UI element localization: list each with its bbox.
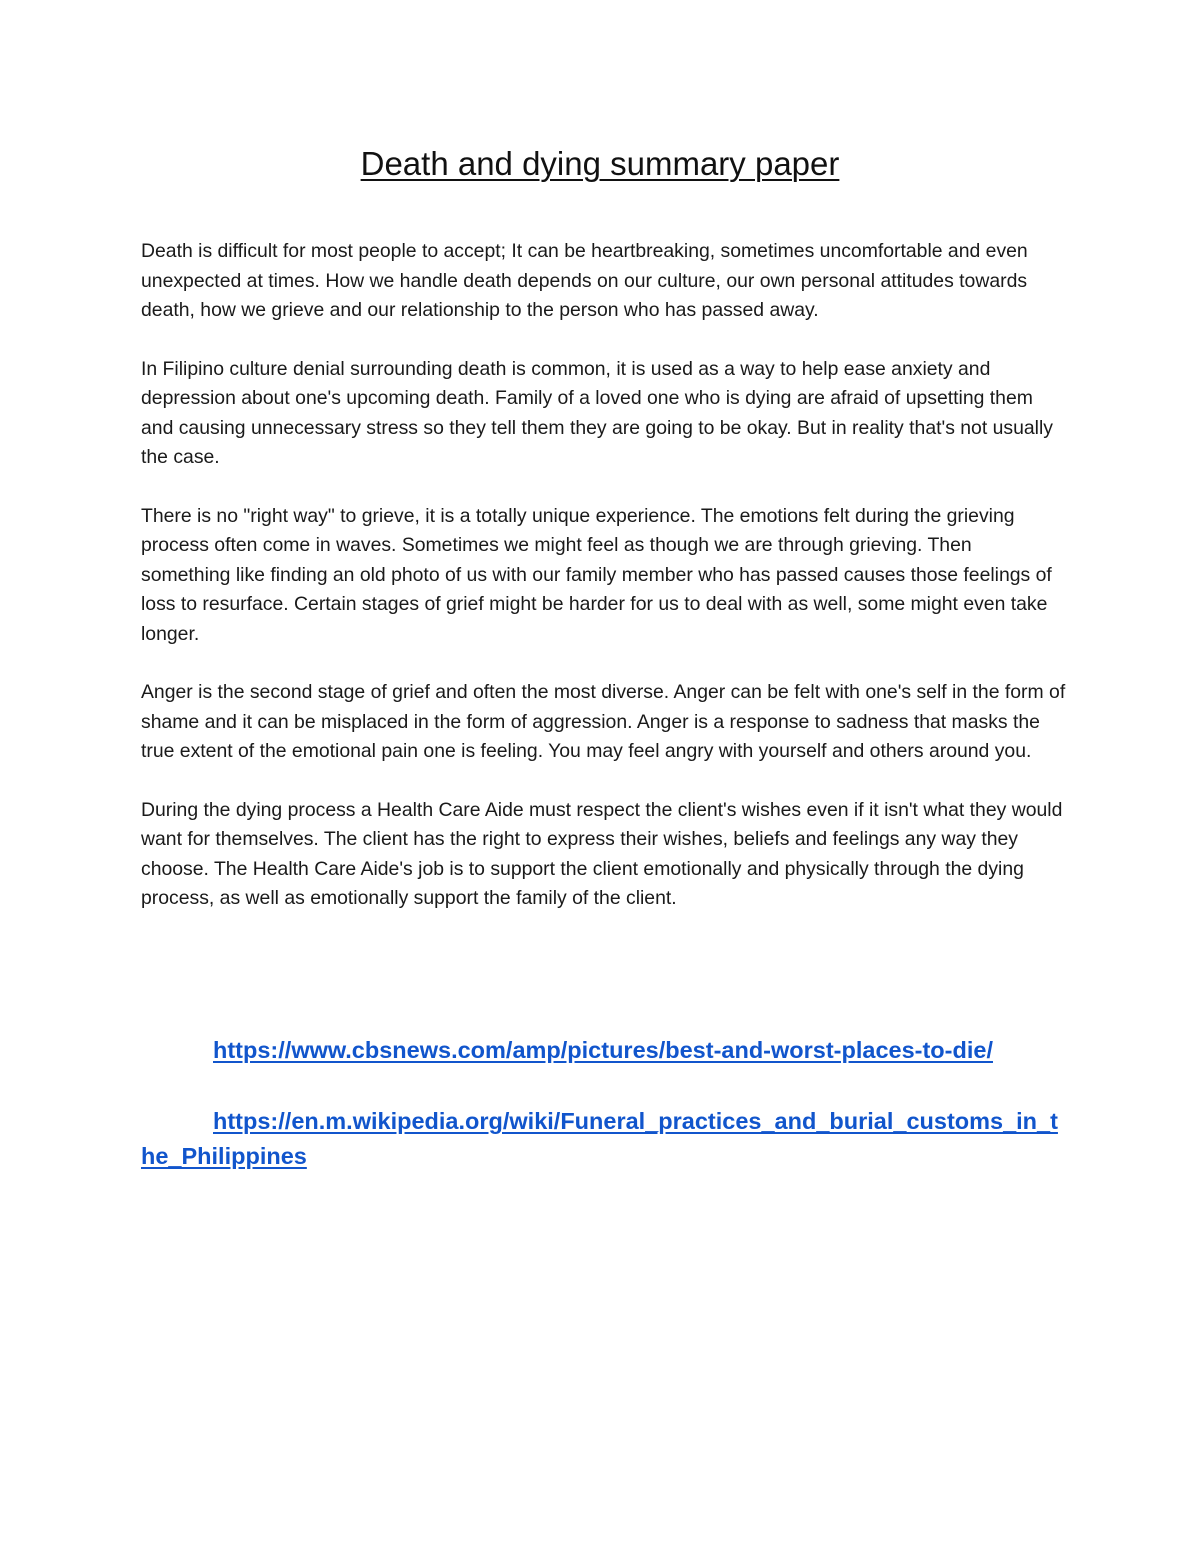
paragraph-anger: Anger is the second stage of grief and often the most diverse. Anger can be felt with one's self in the form of shame and it can be misplaced in the form of aggression. Anger is a response to sadness that masks the true extent of the emotional pain one is feeling. You may feel angry with yourself and others around you. bbox=[141, 681, 1066, 762]
link-cbsnews[interactable]: https://www.cbsnews.com/amp/pictures/best-and-worst-places-to-die/ bbox=[213, 1037, 993, 1063]
paragraph-grieving: There is no "right way" to grieve, it is a totally unique experience. The emotions felt during the grieving process often come in waves. Sometimes we might feel as though we are through grieving. Then something like finding an old photo of us with our family member who has passed causes those feelings of loss to resurface. Certain stages of grief might be harder for us to deal with as well, some might even take longer. bbox=[141, 504, 1052, 645]
paragraph-filipino-culture: In Filipino culture denial surrounding death is common, it is used as a way to help ease anxiety and depression about one's upcoming death. Family of a loved one who is dying are afraid of upsetting them and causing unnecessary stress so they tell them they are going to be okay. But in reality that's not usually the case. bbox=[141, 357, 1053, 468]
document-body bbox=[141, 237, 1066, 943]
paragraph-health-care-aide: During the dying process a Health Care Aide must respect the client's wishes even if it isn't what they would want for themselves. The client has the right to express their wishes, beliefs and feelings any way they choose. The Health Care Aide's job is to support the client emotionally and physically through the dying process, as well as emotionally support the family of the client. bbox=[141, 798, 1063, 909]
link-wikipedia[interactable]: https://en.m.wikipedia.org/wiki/Funeral_practices_and_burial_customs_in_the_Philippines bbox=[141, 1108, 1058, 1169]
reference-links bbox=[141, 1033, 1066, 1210]
paragraph-intro: Death is difficult for most people to accept; It can be heartbreaking, sometimes uncomfortable and even unexpected at times. How we handle death depends on our culture, our own personal attitudes towards death, how we grieve and our relationship to the person who has passed away. bbox=[141, 240, 1028, 321]
document-title: Death and dying summary paper bbox=[360, 145, 840, 182]
